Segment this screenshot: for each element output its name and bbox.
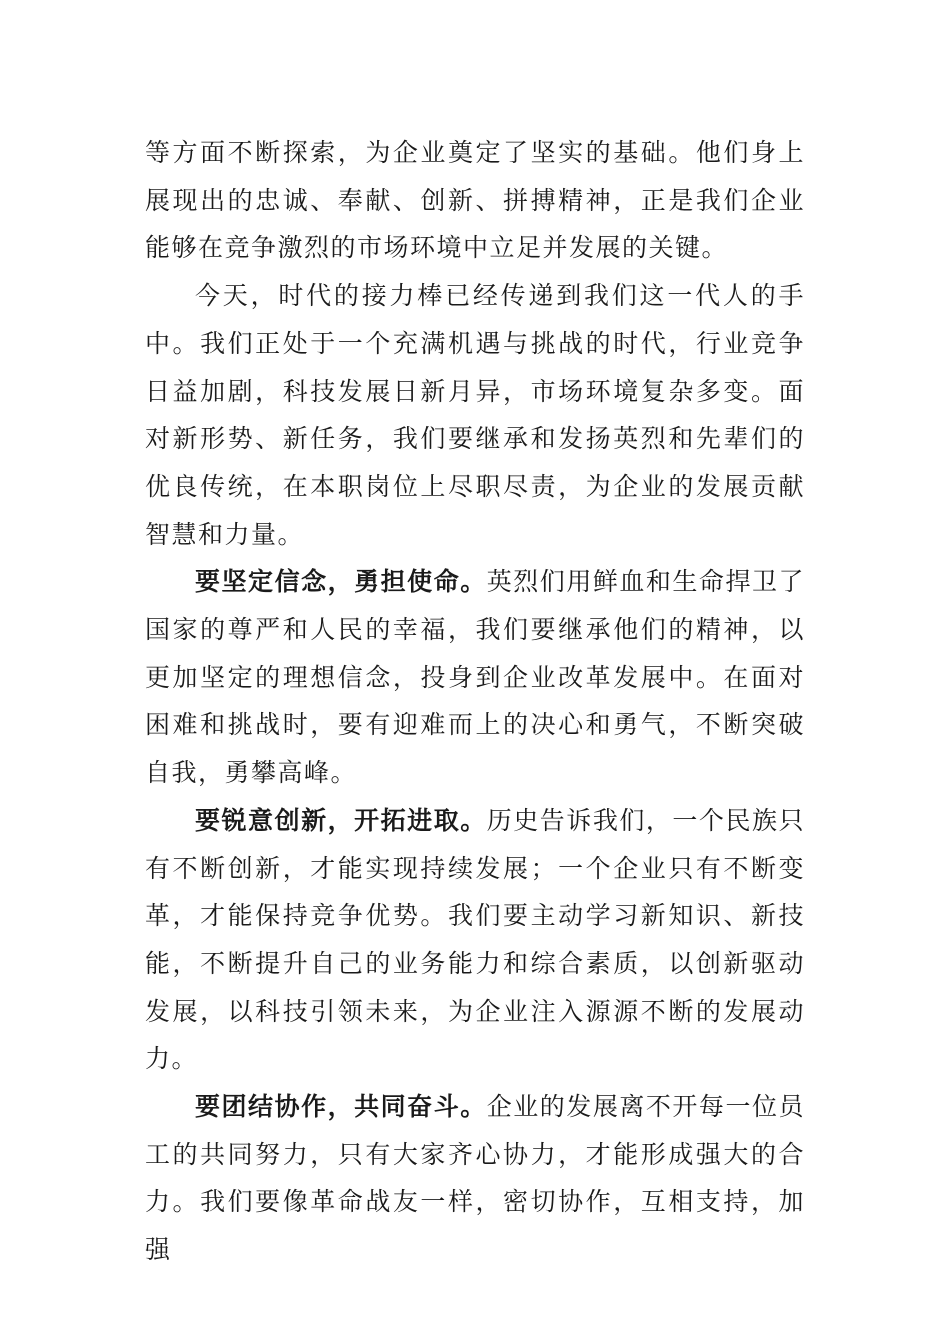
paragraph-lead: 要坚定信念，勇担使命。 [195, 567, 487, 597]
paragraph-body: 今天，时代的接力棒已经传递到我们这一代人的手中。我们正处于一个充满机遇与挑战的时代，行业竞争日益加剧，科技发展日新月异，市场环境复杂多变。面对新形势、新任务，我们要继承和发扬英烈和先辈们的优良传统，在本职岗位上尽职尽责，为企业的发展贡献智慧和力量。 [145, 281, 805, 549]
paragraph-continuation [145, 129, 805, 272]
paragraph-belief [145, 558, 805, 797]
paragraph-innovation [145, 797, 805, 1083]
paragraph-body: 企业的发展离不开每一位员工的共同努力，只有大家齐心协力，才能形成强大的合力。我们要像革命战友一样，密切协作，互相支持，加强 [145, 1092, 805, 1265]
paragraph-lead: 要锐意创新，开拓进取。 [195, 805, 487, 835]
paragraph-body: 英烈们用鲜血和生命捍卫了国家的尊严和人民的幸福，我们要继承他们的精神，以更加坚定的理想信念，投身到企业改革发展中。在面对困难和挑战时，要有迎难而上的决心和勇气，不断突破自我，勇攀高峰。 [145, 567, 805, 788]
document-body [145, 129, 805, 1274]
paragraph-lead: 要团结协作，共同奋斗。 [195, 1092, 487, 1122]
paragraph-body: 等方面不断探索，为企业奠定了坚实的基础。他们身上展现出的忠诚、奉献、创新、拼搏精神，正是我们企业能够在竞争激烈的市场环境中立足并发展的关键。 [145, 138, 805, 263]
paragraph-body: 历史告诉我们，一个民族只有不断创新，才能实现持续发展；一个企业只有不断变革，才能保持竞争优势。我们要主动学习新知识、新技能，不断提升自己的业务能力和综合素质，以创新驱动发展，以科技引领未来，为企业注入源源不断的发展动力。 [145, 805, 805, 1074]
paragraph-baton [145, 272, 805, 558]
paragraph-teamwork [145, 1083, 805, 1274]
